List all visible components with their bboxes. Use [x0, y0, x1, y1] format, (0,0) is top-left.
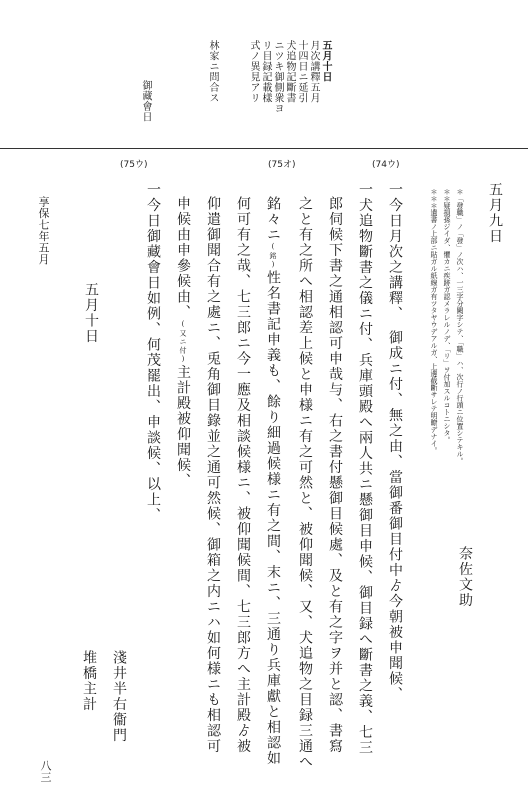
body-line-1: 一今日月次之講釋、 御成ニ付、無之由、當御番御目付中ゟ今朝被申聞候、	[387, 182, 403, 702]
body-line-5-main: 性名書記申義も、餘り細過候様ニ有之間、末ニ、三通り兵庫獻と相認如	[265, 270, 281, 766]
body-line-2: 一犬追物斷書之儀ニ付、兵庫頭殿へ兩人共ニ懸御目申候、御目録へ斷書之義、七三	[357, 182, 373, 756]
date-may-10: 五月十日	[83, 282, 99, 344]
margin-note-line2: ニツキ御側衆ヨ	[272, 40, 283, 114]
margin-hayashi: 林家ニ問合ス	[207, 40, 218, 103]
body-line-3: 郎伺候下書之通相認可申哉与、右之書付懸御目候處、及と有之字ヲ并と認、書寫	[327, 196, 343, 754]
footnote-1: ＊「發職」ノ「發」ノ次ハ、一三字分闕字シテ、「職」ハ、次行ノ行頭ニ位置シテキル。	[456, 188, 464, 465]
page-number: 八三	[39, 760, 52, 783]
body-line-8-note: (又ニ付)	[179, 320, 187, 365]
margin-heading-line3: 十四日ニ延引	[296, 40, 307, 103]
margin-heading-line2: 月次講釋五月	[308, 40, 319, 103]
date-may-9: 五月九日	[487, 182, 503, 244]
body-line-5-note: (銘)	[269, 242, 277, 270]
body-line-8	[176, 196, 190, 489]
margin-note-line3: リ目録記載樣	[260, 40, 271, 103]
body-line-5	[266, 196, 280, 766]
margin-heading-line1: 五月十日	[320, 40, 331, 82]
body-line-7: 仰遣御聞合有之處ニ、兎角御目錄並之通可然候、御箱之内ニハ如何様ニも相認可	[205, 196, 221, 754]
folio-ref-74u: (74ウ)	[372, 160, 400, 170]
name-nasa-bunsuke: 奈佐文助	[457, 546, 473, 608]
footnote-2: ＊＊疑損孫ジイダ、懼カニ疾跡ガ認メラレルノデ、「リ」ヲ付加スルコトニシタ。	[443, 188, 451, 444]
signer-asai: 淺井半右衞門	[111, 650, 127, 743]
folio-ref-75u: (75ウ)	[120, 160, 148, 170]
body-line-4-main: 之と有之所へ相認差上候と申様ニ有之可然と、被仰聞候、又、犬追物之目録三通へ	[297, 196, 313, 770]
signer-tsutsumibashi: 堆橋主計	[81, 650, 97, 712]
body-line-5-head: 銘々ニ	[265, 196, 281, 243]
body-line-9: 一今日御藏會日如例、何茂罷出、申談候、以上、	[145, 182, 161, 523]
body-line-8-tail: 主計殿被仰聞候、	[175, 364, 191, 489]
body-line-8-head: 申候由申參候由、	[175, 196, 191, 320]
footnote-3: ＊＊＊遺書ノ上部ニ貼ガル紙線ガ有ツタヤウデアルガ、上邊截斷サレテ明瞭デナイ。	[430, 188, 438, 454]
running-header-era: 享保七年五月	[37, 196, 50, 265]
margin-note-line4: 式ノ異見アリ	[248, 40, 259, 103]
body-line-4	[298, 196, 312, 770]
margin-note-line1: 犬追物記斷書	[284, 40, 295, 103]
body-line-6: 何可有之哉、七三郎ニ今一應及相談候様ニ、被仰聞候間、七三郎方へ主計殿ゟ被	[235, 196, 251, 754]
folio-ref-75o: (75オ)	[268, 160, 296, 170]
margin-gozo: 御藏會日	[140, 80, 151, 122]
margin-divider	[0, 148, 528, 149]
